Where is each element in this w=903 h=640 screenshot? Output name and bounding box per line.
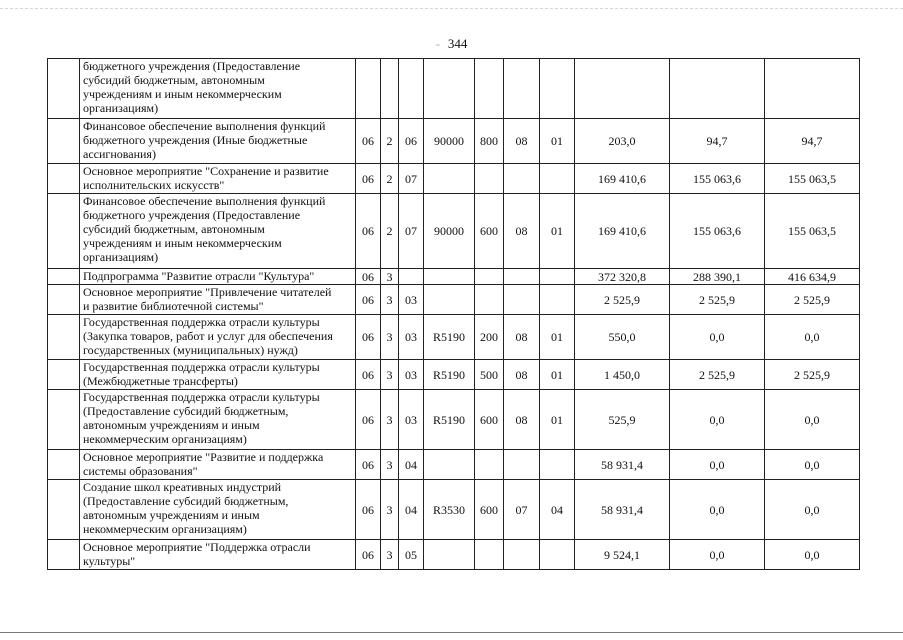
cell-expense-type xyxy=(475,540,504,570)
cell-subprogram: 3 xyxy=(381,360,399,390)
table-row xyxy=(48,315,860,360)
cell-measure: 03 xyxy=(399,360,424,390)
table-row xyxy=(48,360,860,390)
cell-measure: 04 xyxy=(399,450,424,480)
cell-section: 08 xyxy=(504,315,540,360)
cell-section xyxy=(504,59,540,119)
cell-blank xyxy=(48,480,80,540)
table-row xyxy=(48,194,860,269)
cell-item-name xyxy=(80,194,356,269)
cell-amount-3: 0,0 xyxy=(765,450,860,480)
cell-amount-1: 2 525,9 xyxy=(575,285,670,315)
table-row xyxy=(48,450,860,480)
cell-section xyxy=(504,269,540,285)
cell-amount-3: 0,0 xyxy=(765,315,860,360)
cell-amount-1: 1 450,0 xyxy=(575,360,670,390)
cell-expense-type xyxy=(475,285,504,315)
item-name-line: Основное мероприятие "Привлечение читателей xyxy=(83,285,332,299)
cell-expense-type xyxy=(475,269,504,285)
cell-subprogram: 3 xyxy=(381,540,399,570)
cell-section: 08 xyxy=(504,360,540,390)
cell-blank xyxy=(48,164,80,194)
cell-measure xyxy=(399,269,424,285)
cell-amount-2: 0,0 xyxy=(670,390,765,450)
cell-item-name xyxy=(80,390,356,450)
cell-program xyxy=(356,59,381,119)
cell-section: 08 xyxy=(504,194,540,269)
cell-amount-1: 550,0 xyxy=(575,315,670,360)
item-name-line: организациям) xyxy=(83,101,159,115)
cell-blank xyxy=(48,315,80,360)
cell-subsection: 01 xyxy=(540,315,575,360)
cell-section: 07 xyxy=(504,480,540,540)
item-name-line: Государственная поддержка отрасли культуры xyxy=(83,315,320,329)
cell-amount-3: 416 634,9 xyxy=(765,269,860,285)
cell-amount-2: 94,7 xyxy=(670,119,765,164)
cell-expense-type: 800 xyxy=(475,119,504,164)
cell-section: 08 xyxy=(504,390,540,450)
cell-amount-3: 0,0 xyxy=(765,390,860,450)
cell-subsection: 01 xyxy=(540,119,575,164)
cell-amount-2: 155 063,6 xyxy=(670,194,765,269)
item-name-line: Создание школ креативных индустрий xyxy=(83,480,282,494)
cell-expense-type: 500 xyxy=(475,360,504,390)
cell-amount-2: 2 525,9 xyxy=(670,360,765,390)
cell-amount-2: 288 390,1 xyxy=(670,269,765,285)
item-name-line: Основное мероприятие "Сохранение и развитие xyxy=(83,164,329,178)
cell-item-name xyxy=(80,540,356,570)
cell-amount-2: 0,0 xyxy=(670,315,765,360)
cell-subprogram: 2 xyxy=(381,194,399,269)
table-row xyxy=(48,269,860,285)
item-name-line: Государственная поддержка отрасли культуры xyxy=(83,390,320,404)
cell-program: 06 xyxy=(356,164,381,194)
item-name-line: культуры" xyxy=(83,554,136,568)
item-name-line: бюджетного учреждения (Иные бюджетные xyxy=(83,133,308,147)
page-number-dash: - xyxy=(435,36,440,51)
cell-direction: R5190 xyxy=(424,315,475,360)
item-name-line: Основное мероприятие "Поддержка отрасли xyxy=(83,540,311,554)
cell-amount-1: 169 410,6 xyxy=(575,194,670,269)
cell-expense-type xyxy=(475,164,504,194)
cell-amount-1: 58 931,4 xyxy=(575,450,670,480)
cell-measure: 07 xyxy=(399,194,424,269)
cell-program: 06 xyxy=(356,390,381,450)
cell-measure: 06 xyxy=(399,119,424,164)
cell-amount-2: 0,0 xyxy=(670,480,765,540)
cell-section xyxy=(504,450,540,480)
cell-amount-2: 155 063,6 xyxy=(670,164,765,194)
item-name-line: субсидий бюджетным, автономным xyxy=(83,222,265,236)
cell-section xyxy=(504,164,540,194)
cell-program: 06 xyxy=(356,360,381,390)
cell-blank xyxy=(48,390,80,450)
cell-item-name xyxy=(80,269,356,285)
item-name-line: учреждениям и иным некоммерческим xyxy=(83,87,282,101)
cell-program: 06 xyxy=(356,315,381,360)
cell-expense-type: 600 xyxy=(475,390,504,450)
cell-subsection: 01 xyxy=(540,194,575,269)
cell-amount-3: 2 525,9 xyxy=(765,285,860,315)
cell-expense-type: 200 xyxy=(475,315,504,360)
table-row xyxy=(48,119,860,164)
cell-direction xyxy=(424,285,475,315)
item-name-line: исполнительских искусств" xyxy=(83,178,225,192)
cell-item-name xyxy=(80,119,356,164)
cell-amount-2: 0,0 xyxy=(670,450,765,480)
table-row xyxy=(48,540,860,570)
cell-subsection: 01 xyxy=(540,390,575,450)
cell-measure: 03 xyxy=(399,285,424,315)
cell-direction: 90000 xyxy=(424,194,475,269)
cell-subsection: 04 xyxy=(540,480,575,540)
cell-direction: R5190 xyxy=(424,390,475,450)
cell-item-name xyxy=(80,164,356,194)
cell-amount-1: 372 320,8 xyxy=(575,269,670,285)
cell-amount-2: 0,0 xyxy=(670,540,765,570)
item-name-line: государственных (муниципальных) нужд) xyxy=(83,343,298,357)
cell-amount-3: 155 063,5 xyxy=(765,164,860,194)
cell-subprogram: 2 xyxy=(381,119,399,164)
cell-blank xyxy=(48,194,80,269)
item-name-line: (Закупка товаров, работ и услуг для обеспечения xyxy=(83,329,333,343)
item-name-line: организациям) xyxy=(83,250,159,264)
cell-program: 06 xyxy=(356,194,381,269)
cell-blank xyxy=(48,540,80,570)
cell-expense-type xyxy=(475,450,504,480)
cell-direction xyxy=(424,59,475,119)
cell-direction xyxy=(424,164,475,194)
cell-direction: R3530 xyxy=(424,480,475,540)
item-name-line: Подпрограмма "Развитие отрасли "Культура" xyxy=(83,269,315,283)
cell-subprogram: 3 xyxy=(381,285,399,315)
table-row xyxy=(48,480,860,540)
cell-measure: 07 xyxy=(399,164,424,194)
cell-amount-3: 0,0 xyxy=(765,480,860,540)
item-name-line: и развитие библиотечной системы" xyxy=(83,299,264,313)
cell-amount-2 xyxy=(670,59,765,119)
cell-item-name xyxy=(80,450,356,480)
cell-measure: 05 xyxy=(399,540,424,570)
cell-subprogram: 3 xyxy=(381,269,399,285)
cell-measure: 04 xyxy=(399,480,424,540)
cell-item-name xyxy=(80,285,356,315)
page-number xyxy=(0,36,903,52)
cell-subsection xyxy=(540,164,575,194)
cell-item-name xyxy=(80,315,356,360)
cell-measure: 03 xyxy=(399,315,424,360)
item-name-line: системы образования" xyxy=(83,464,198,478)
item-name-line: субсидий бюджетным, автономным xyxy=(83,73,265,87)
cell-expense-type: 600 xyxy=(475,480,504,540)
cell-item-name xyxy=(80,59,356,119)
item-name-line: некоммерческим организациям) xyxy=(83,432,247,446)
cell-subsection xyxy=(540,59,575,119)
budget-table xyxy=(47,58,860,570)
cell-blank xyxy=(48,59,80,119)
cell-item-name xyxy=(80,480,356,540)
cell-amount-3: 94,7 xyxy=(765,119,860,164)
cell-blank xyxy=(48,269,80,285)
item-name-line: Финансовое обеспечение выполнения функций xyxy=(83,194,326,208)
cell-amount-3: 2 525,9 xyxy=(765,360,860,390)
cell-subsection: 01 xyxy=(540,360,575,390)
item-name-line: ассигнования) xyxy=(83,147,156,161)
table-row xyxy=(48,59,860,119)
table-row xyxy=(48,285,860,315)
cell-program: 06 xyxy=(356,480,381,540)
item-name-line: бюджетного учреждения (Предоставление xyxy=(83,208,301,222)
cell-section: 08 xyxy=(504,119,540,164)
cell-program: 06 xyxy=(356,540,381,570)
cell-subprogram: 3 xyxy=(381,480,399,540)
cell-direction: 90000 xyxy=(424,119,475,164)
top-edge-line xyxy=(0,8,903,9)
cell-item-name xyxy=(80,360,356,390)
page-number-value: 344 xyxy=(447,36,468,51)
cell-expense-type xyxy=(475,59,504,119)
item-name-line: учреждениям и иным некоммерческим xyxy=(83,236,282,250)
table-row xyxy=(48,164,860,194)
item-name-line: (Предоставление субсидий бюджетным, xyxy=(83,404,289,418)
cell-direction xyxy=(424,450,475,480)
cell-section xyxy=(504,540,540,570)
cell-measure xyxy=(399,59,424,119)
item-name-line: (Предоставление субсидий бюджетным, xyxy=(83,494,289,508)
cell-program: 06 xyxy=(356,450,381,480)
cell-subsection xyxy=(540,540,575,570)
cell-direction xyxy=(424,269,475,285)
item-name-line: Финансовое обеспечение выполнения функций xyxy=(83,119,326,133)
cell-program: 06 xyxy=(356,285,381,315)
item-name-line: автономным учреждениям и иным xyxy=(83,418,260,432)
item-name-line: Основное мероприятие "Развитие и поддержка xyxy=(83,450,324,464)
cell-blank xyxy=(48,119,80,164)
item-name-line: Государственная поддержка отрасли культуры xyxy=(83,360,320,374)
item-name-line: бюджетного учреждения (Предоставление xyxy=(83,59,301,73)
cell-expense-type: 600 xyxy=(475,194,504,269)
cell-measure: 03 xyxy=(399,390,424,450)
cell-direction xyxy=(424,540,475,570)
cell-subsection xyxy=(540,269,575,285)
item-name-line: (Межбюджетные трансферты) xyxy=(83,374,238,388)
cell-amount-3: 0,0 xyxy=(765,540,860,570)
cell-amount-1 xyxy=(575,59,670,119)
cell-subprogram: 3 xyxy=(381,450,399,480)
bottom-edge-line xyxy=(0,632,903,633)
cell-blank xyxy=(48,360,80,390)
cell-blank xyxy=(48,285,80,315)
cell-amount-1: 203,0 xyxy=(575,119,670,164)
cell-subsection xyxy=(540,285,575,315)
cell-amount-1: 169 410,6 xyxy=(575,164,670,194)
cell-program: 06 xyxy=(356,119,381,164)
cell-amount-1: 58 931,4 xyxy=(575,480,670,540)
cell-subprogram: 3 xyxy=(381,315,399,360)
cell-direction: R5190 xyxy=(424,360,475,390)
cell-section xyxy=(504,285,540,315)
cell-amount-3 xyxy=(765,59,860,119)
item-name-line: автономным учреждениям и иным xyxy=(83,508,260,522)
cell-amount-3: 155 063,5 xyxy=(765,194,860,269)
cell-program: 06 xyxy=(356,269,381,285)
cell-subprogram: 2 xyxy=(381,164,399,194)
cell-amount-1: 525,9 xyxy=(575,390,670,450)
item-name-line: некоммерческим организациям) xyxy=(83,522,247,536)
cell-subprogram: 3 xyxy=(381,390,399,450)
cell-subprogram xyxy=(381,59,399,119)
cell-subsection xyxy=(540,450,575,480)
table-body xyxy=(48,59,860,570)
cell-amount-2: 2 525,9 xyxy=(670,285,765,315)
cell-blank xyxy=(48,450,80,480)
table-row xyxy=(48,390,860,450)
cell-amount-1: 9 524,1 xyxy=(575,540,670,570)
